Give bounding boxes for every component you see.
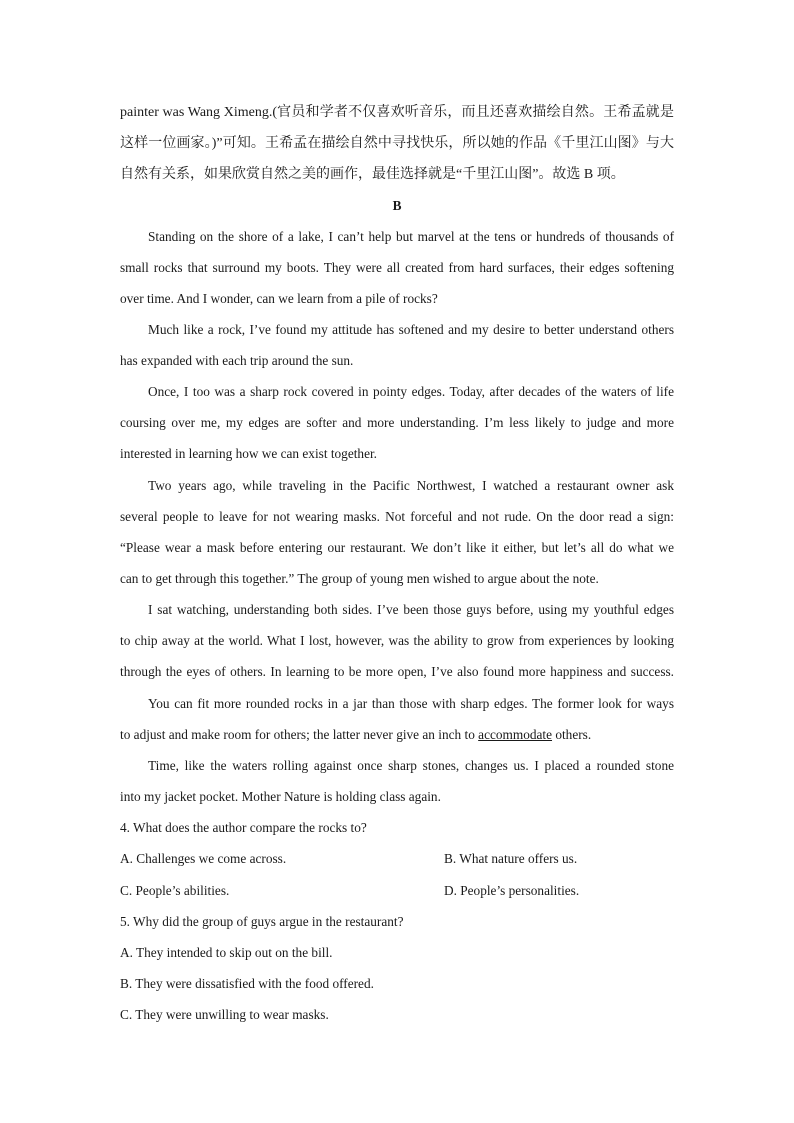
passage-line: coursing over me, my edges are softer and more understanding. I’m less likely to judge and more xyxy=(120,415,674,430)
passage-line: can to get through this together.” The group of young men wished to argue about the note. xyxy=(120,571,599,586)
underlined-word: accommodate xyxy=(478,727,553,742)
passage-line: Time, like the waters rolling against once sharp stones, changes us. I placed a rounded stone xyxy=(148,758,674,773)
passage-line: over time. And I wonder, can we learn from a pile of rocks? xyxy=(120,291,438,306)
intro-line-1: painter was Wang Ximeng.(官员和学者不仅喜欢听音乐，而且还喜欢描绘自然。王希孟就是 xyxy=(120,105,674,120)
question-stem: 5. Why did the group of guys argue in the restaurant? xyxy=(120,914,404,929)
passage-text: to adjust and make room for others; the latter never give an inch to xyxy=(120,727,479,742)
passage-text: others. xyxy=(552,727,592,742)
answer-option: B. What nature offers us. xyxy=(444,851,578,866)
answer-option: D. People’s personalities. xyxy=(444,883,580,898)
passage-line: Once, I too was a sharp rock covered in pointy edges. Today, after decades of the waters of life xyxy=(148,384,674,399)
passage-line: small rocks that surround my boots. They were all created from hard surfaces, their edges softening xyxy=(120,260,674,275)
intro-line-2: 这样一位画家。)”可知。王希孟在描绘自然中寻找快乐，所以她的作品《千里江山图》与大 xyxy=(120,136,674,151)
question-stem: 4. What does the author compare the rocks to? xyxy=(120,820,367,835)
passage-line: interested in learning how we can exist together. xyxy=(120,446,377,461)
passage-line: Standing on the shore of a lake, I can’t help but marvel at the tens or hundreds of thousands of xyxy=(148,229,674,244)
answer-option: C. People’s abilities. xyxy=(120,883,230,898)
section-label: B xyxy=(392,198,402,213)
answer-option: A. They intended to skip out on the bill. xyxy=(120,945,333,960)
answer-option: B. They were dissatisfied with the food offered. xyxy=(120,976,374,991)
passage-line: to chip away at the world. What I lost, however, was the ability to grow from experiences by looking xyxy=(120,633,674,648)
passage-line xyxy=(120,726,674,744)
answer-option: C. They were unwilling to wear masks. xyxy=(120,1007,329,1022)
passage-line: has expanded with each trip around the sun. xyxy=(120,353,354,368)
passage-line: through the eyes of others. In learning to be more open, I’ve also found more happiness and success. xyxy=(120,664,674,679)
passage-line: You can fit more rounded rocks in a jar than those with sharp edges. The former look for ways xyxy=(148,696,674,711)
passage-line: Much like a rock, I’ve found my attitude has softened and my desire to better understand others xyxy=(148,322,674,337)
passage-line: Two years ago, while traveling in the Pacific Northwest, I watched a restaurant owner ask xyxy=(148,478,674,493)
intro-line-3: 自然有关系，如果欣赏自然之美的画作，最佳选择就是“千里江山图”。故选 B 项。 xyxy=(120,167,625,182)
passage-line: into my jacket pocket. Mother Nature is holding class again. xyxy=(120,789,441,804)
answer-option: A. Challenges we come across. xyxy=(120,851,287,866)
passage-line: I sat watching, understanding both sides. I’ve been those guys before, using my youthful edges xyxy=(148,602,674,617)
passage-line: “Please wear a mask before entering our restaurant. We don’t like it either, but let’s all do what we xyxy=(120,540,674,555)
passage-line: several people to leave for not wearing masks. Not forceful and not rude. On the door read a sign: xyxy=(120,509,674,524)
